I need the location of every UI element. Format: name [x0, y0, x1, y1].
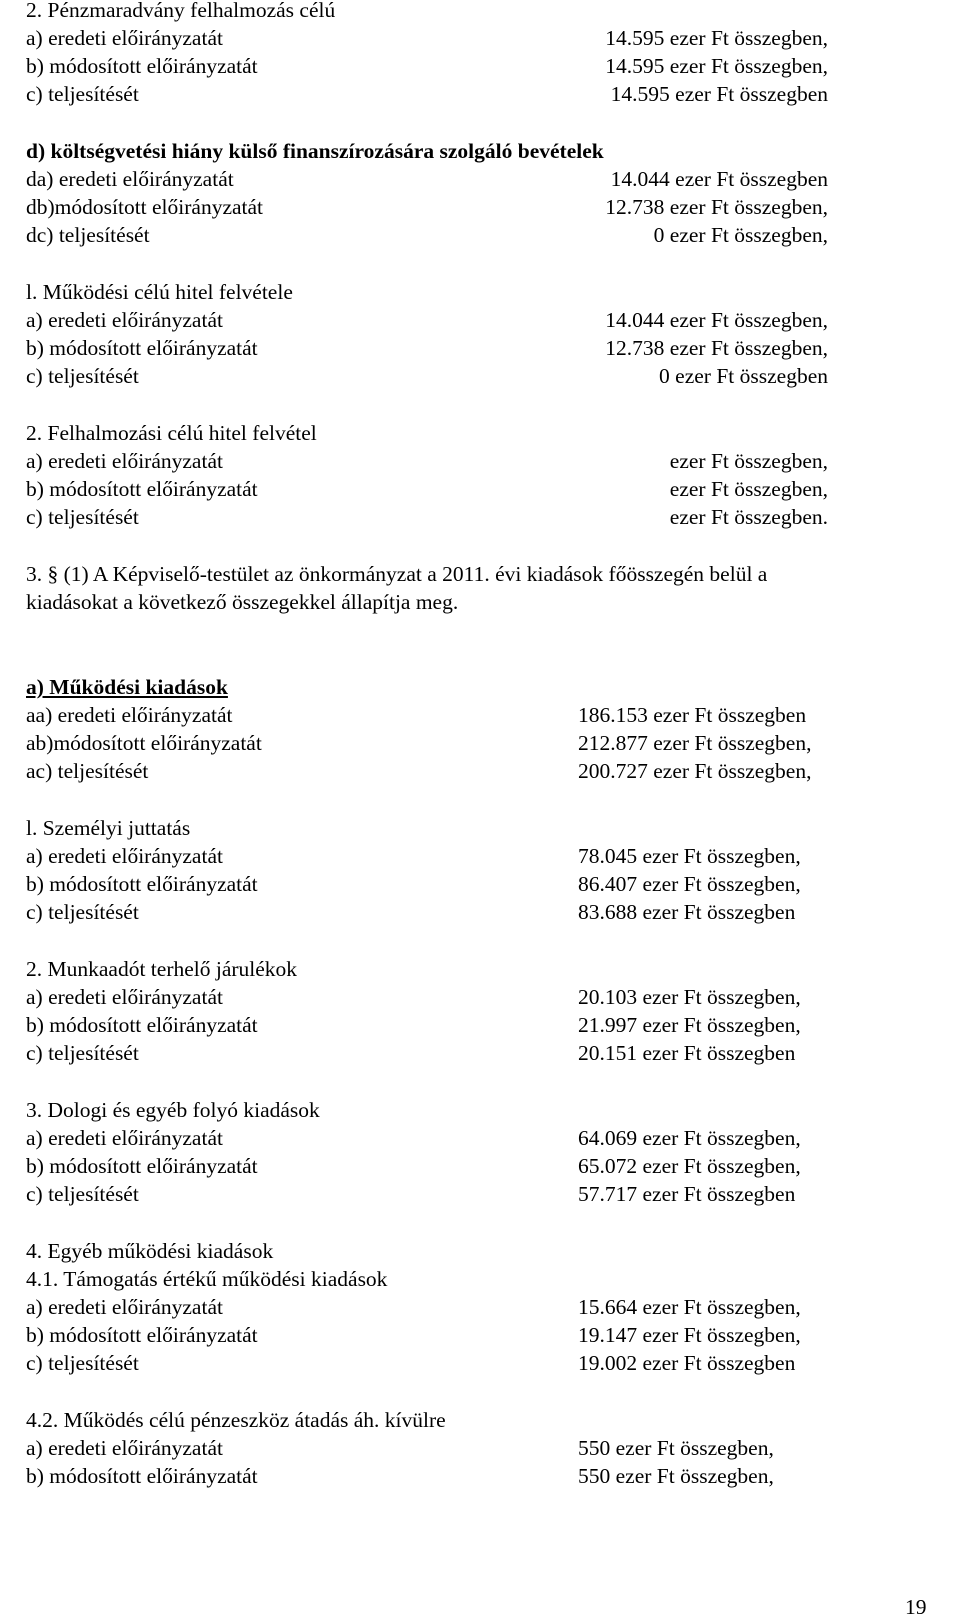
- page-number: 19: [905, 1595, 927, 1619]
- row-amount: ezer Ft összegben,: [669, 449, 828, 473]
- row-amount: 86.407 ezer Ft összegben,: [578, 872, 801, 896]
- paragraph-line: 3. § (1) A Képviselő-testület az önkormányzat a 2011. évi kiadások főösszegén belül a: [26, 562, 768, 586]
- section-title: 2. Pénzmaradvány felhalmozás célú: [26, 0, 336, 22]
- row-amount: 20.103 ezer Ft összegben,: [578, 985, 801, 1009]
- row-label: b) módosított előirányzatát: [26, 1154, 258, 1178]
- row-label: c) teljesítését: [26, 1351, 139, 1375]
- row-amount: 0 ezer Ft összegben: [659, 364, 828, 388]
- section-title: a) Működési kiadások: [26, 675, 228, 699]
- row-label: a) eredeti előirányzatát: [26, 844, 223, 868]
- row-label: a) eredeti előirányzatát: [26, 985, 223, 1009]
- row-label: c) teljesítését: [26, 505, 139, 529]
- row-label: b) módosított előirányzatát: [26, 54, 258, 78]
- row-label: a) eredeti előirányzatát: [26, 1436, 223, 1460]
- row-amount: 20.151 ezer Ft összegben: [578, 1041, 796, 1065]
- row-label: ac) teljesítését: [26, 759, 149, 783]
- row-label: ab)módosított előirányzatát: [26, 731, 262, 755]
- row-label: da) eredeti előirányzatát: [26, 167, 234, 191]
- section-title: 2. Felhalmozási célú hitel felvétel: [26, 421, 317, 445]
- row-amount: 14.044 ezer Ft összegben,: [605, 308, 828, 332]
- row-amount: 83.688 ezer Ft összegben: [578, 900, 796, 924]
- row-amount: 14.595 ezer Ft összegben: [610, 82, 828, 106]
- section-title: l. Működési célú hitel felvétele: [26, 280, 293, 304]
- section-title: 3. Dologi és egyéb folyó kiadások: [26, 1098, 320, 1122]
- row-label: a) eredeti előirányzatát: [26, 308, 223, 332]
- row-amount: ezer Ft összegben.: [669, 505, 828, 529]
- row-amount: 0 ezer Ft összegben,: [653, 223, 828, 247]
- row-label: a) eredeti előirányzatát: [26, 26, 223, 50]
- section-title: 4.2. Működés célú pénzeszköz átadás áh. kívülre: [26, 1408, 446, 1432]
- row-label: dc) teljesítését: [26, 223, 150, 247]
- row-amount: 12.738 ezer Ft összegben,: [605, 336, 828, 360]
- row-amount: 186.153 ezer Ft összegben: [578, 703, 807, 727]
- paragraph-line: kiadásokat a következő összegekkel állapítja meg.: [26, 590, 459, 614]
- row-label: b) módosított előirányzatát: [26, 872, 258, 896]
- section-title: d) költségvetési hiány külső finanszírozására szolgáló bevételek: [26, 139, 604, 163]
- row-label: a) eredeti előirányzatát: [26, 449, 223, 473]
- row-amount: ezer Ft összegben,: [669, 477, 828, 501]
- row-label: b) módosított előirányzatát: [26, 336, 258, 360]
- row-label: db)módosított előirányzatát: [26, 195, 264, 219]
- row-label: c) teljesítését: [26, 1182, 139, 1206]
- row-label: c) teljesítését: [26, 900, 139, 924]
- row-label: b) módosított előirányzatát: [26, 1013, 258, 1037]
- row-label: b) módosított előirányzatát: [26, 1464, 258, 1488]
- row-amount: 19.147 ezer Ft összegben,: [578, 1323, 801, 1347]
- row-label: aa) eredeti előirányzatát: [26, 703, 233, 727]
- row-label: c) teljesítését: [26, 82, 139, 106]
- row-label: b) módosított előirányzatát: [26, 1323, 258, 1347]
- row-amount: 64.069 ezer Ft összegben,: [578, 1126, 801, 1150]
- row-label: a) eredeti előirányzatát: [26, 1295, 223, 1319]
- row-amount: 200.727 ezer Ft összegben,: [578, 759, 812, 783]
- row-amount: 21.997 ezer Ft összegben,: [578, 1013, 801, 1037]
- row-amount: 550 ezer Ft összegben,: [578, 1464, 774, 1488]
- row-label: a) eredeti előirányzatát: [26, 1126, 223, 1150]
- row-amount: 15.664 ezer Ft összegben,: [578, 1295, 801, 1319]
- section-title: 2. Munkaadót terhelő járulékok: [26, 957, 298, 981]
- row-amount: 57.717 ezer Ft összegben: [578, 1182, 796, 1206]
- row-amount: 212.877 ezer Ft összegben,: [578, 731, 812, 755]
- row-amount: 14.595 ezer Ft összegben,: [605, 26, 828, 50]
- section-title: l. Személyi juttatás: [26, 816, 191, 840]
- row-amount: 550 ezer Ft összegben,: [578, 1436, 774, 1460]
- row-label: c) teljesítését: [26, 1041, 139, 1065]
- section-subtitle: 4.1. Támogatás értékű működési kiadások: [26, 1267, 388, 1291]
- row-amount: 14.044 ezer Ft összegben: [610, 167, 828, 191]
- section-title: 4. Egyéb működési kiadások: [26, 1239, 274, 1263]
- row-amount: 65.072 ezer Ft összegben,: [578, 1154, 801, 1178]
- row-amount: 78.045 ezer Ft összegben,: [578, 844, 801, 868]
- row-label: b) módosított előirányzatát: [26, 477, 258, 501]
- row-label: c) teljesítését: [26, 364, 139, 388]
- row-amount: 14.595 ezer Ft összegben,: [605, 54, 828, 78]
- row-amount: 19.002 ezer Ft összegben: [578, 1351, 796, 1375]
- row-amount: 12.738 ezer Ft összegben,: [605, 195, 828, 219]
